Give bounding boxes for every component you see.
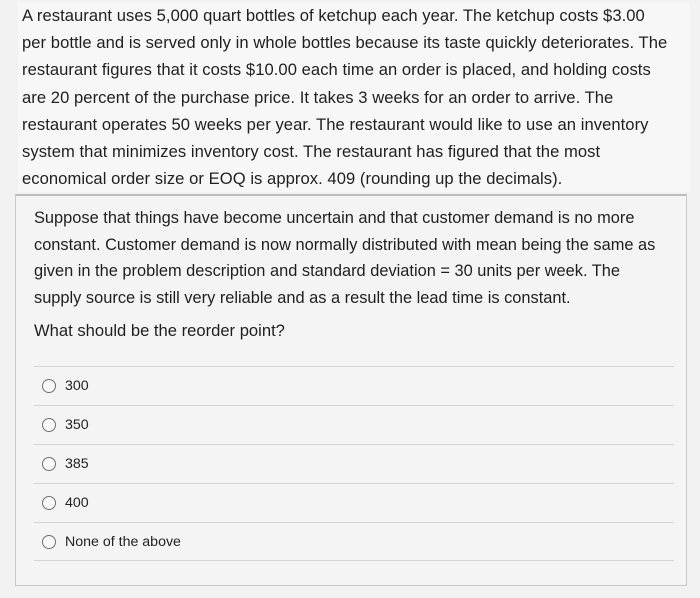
answer-option-none[interactable] <box>34 522 674 561</box>
option-label: None of the above <box>65 533 181 550</box>
intro-line: restaurant figures that it costs $10.00 each time an order is placed, and holding costs <box>22 60 651 80</box>
option-label: 385 <box>65 456 89 472</box>
intro-line: economical order size or EOQ is approx. 409 (rounding up the decimals). <box>22 169 563 189</box>
intro-line: restaurant operates 50 weeks per year. The restaurant would like to use an inventory <box>22 114 649 134</box>
question-line: constant. Customer demand is now normally distributed with mean being the same as <box>34 235 656 254</box>
radio-button[interactable] <box>42 457 56 471</box>
radio-button[interactable] <box>42 418 56 432</box>
radio-button[interactable] <box>42 496 56 510</box>
intro-line: system that minimizes inventory cost. The restaurant has figured that the most <box>22 142 601 162</box>
question-line: given in the problem description and standard deviation = 30 units per week. The <box>34 262 621 280</box>
radio-button[interactable] <box>42 535 56 549</box>
question-card <box>15 194 687 586</box>
intro-line: per bottle and is served only in whole bottles because its taste quickly deteriorates. The <box>22 33 668 53</box>
option-label: 300 <box>65 378 89 394</box>
question-line: Suppose that things have become uncertain and that customer demand is no more <box>34 209 635 227</box>
answer-option-350[interactable] <box>34 405 674 444</box>
option-label: 400 <box>65 495 89 511</box>
answer-option-400[interactable] <box>34 483 674 522</box>
question-prompt: What should be the reorder point? <box>34 321 285 340</box>
radio-button[interactable] <box>42 379 56 393</box>
answer-option-385[interactable] <box>34 444 674 483</box>
question-line: supply source is still very reliable and as a result the lead time is constant. <box>34 288 571 307</box>
intro-line: are 20 percent of the purchase price. It takes 3 weeks for an order to arrive. The <box>22 87 614 107</box>
intro-line: A restaurant uses 5,000 quart bottles of ketchup each year. The ketchup costs $3.00 <box>22 6 645 25</box>
question-text <box>34 205 674 311</box>
option-label: 350 <box>65 417 89 433</box>
answer-option-300[interactable] <box>34 366 674 405</box>
answer-options <box>34 366 674 561</box>
problem-description <box>18 2 690 192</box>
